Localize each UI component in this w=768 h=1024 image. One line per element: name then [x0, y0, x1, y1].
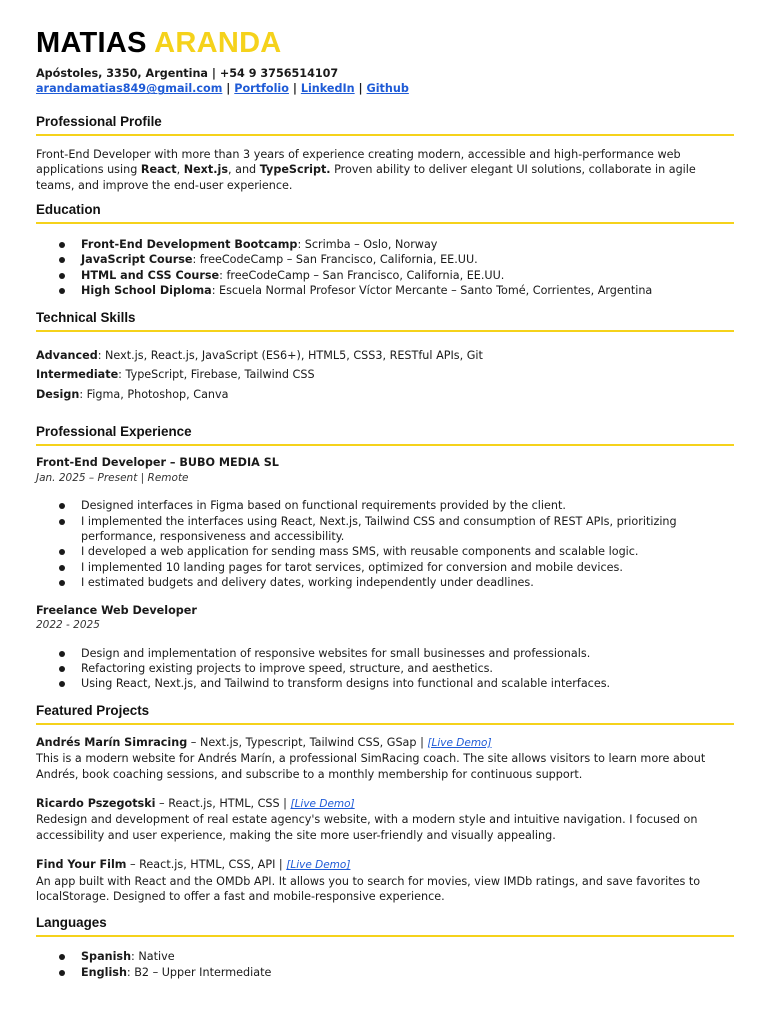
project-name: Ricardo Pszegotski — [36, 796, 156, 810]
list-item: I developed a web application for sending mass SMS, with reusable components and scalable logic. — [36, 544, 734, 559]
linkedin-link[interactable]: LinkedIn — [300, 82, 355, 96]
skill-level: Advanced — [36, 348, 98, 362]
project-stack: – React.js, HTML, CSS | — [155, 796, 291, 810]
location-phone: Apóstoles, 3350, Argentina | +54 9 3756514107 — [36, 67, 339, 80]
project-entry — [36, 857, 734, 904]
education-detail: : Scrimba – Oslo, Norway — [297, 238, 438, 252]
language-name: Spanish — [81, 950, 132, 964]
list-item: Design and implementation of responsive websites for small businesses and professionals. — [36, 646, 734, 661]
job-meta: Jan. 2025 – Present | Remote — [36, 471, 189, 484]
language-level: : B2 – Upper Intermediate — [126, 965, 272, 979]
skill-row — [36, 346, 734, 366]
email-link[interactable]: arandamatias849@gmail.com — [36, 82, 223, 96]
skill-level: Design — [36, 387, 80, 401]
separator: | — [354, 82, 367, 96]
separator: | — [288, 82, 301, 96]
list-item: Using React, Next.js, and Tailwind to transform designs into functional and scalable interfaces. — [36, 676, 734, 691]
skill-row — [36, 365, 734, 385]
job-entry — [36, 455, 734, 590]
job-entry — [36, 603, 734, 692]
job-meta: 2022 - 2025 — [36, 619, 100, 632]
skill-row — [36, 385, 734, 405]
list-item — [36, 283, 734, 298]
project-name: Andrés Marín Simracing — [36, 735, 188, 749]
project-stack: – Next.js, Typescript, Tailwind CSS, GSap | — [187, 735, 428, 749]
list-item — [36, 237, 734, 252]
education-list — [36, 237, 734, 299]
live-demo-link[interactable]: [Live Demo] — [286, 859, 351, 872]
resume-page — [36, 26, 734, 980]
profile-text-part: Proven ability to deliver elegant UI solutions, collaborate in agile teams, and improve the end-user experience. — [36, 163, 696, 192]
list-item — [36, 252, 734, 267]
section-title-education: Education — [36, 201, 734, 224]
language-name: English — [81, 965, 127, 979]
job-title: Front-End Developer – BUBO MEDIA SL — [36, 456, 279, 470]
project-description: Redesign and development of real estate agency's website, with a modern style and intuitive navigation. I focused on accessibility and user experience, making the site more user-friendly and visually appealing. — [36, 813, 698, 842]
section-title-projects: Featured Projects — [36, 702, 734, 725]
skill-level: Intermediate — [36, 368, 119, 382]
section-title-experience: Professional Experience — [36, 423, 734, 446]
contact-links — [36, 81, 734, 96]
languages-list — [36, 949, 734, 980]
education-name: Front-End Development Bootcamp — [81, 238, 298, 252]
last-name: ARANDA — [154, 27, 282, 59]
project-heading — [36, 857, 734, 873]
list-item — [36, 949, 734, 964]
live-demo-link[interactable]: [Live Demo] — [290, 797, 355, 810]
skill-react: React — [140, 163, 177, 177]
section-title-profile: Professional Profile — [36, 113, 734, 136]
education-name: High School Diploma — [81, 284, 212, 298]
section-title-languages: Languages — [36, 914, 734, 937]
education-detail: : freeCodeCamp – San Francisco, California, EE.UU. — [192, 253, 478, 267]
education-detail: : freeCodeCamp – San Francisco, California, EE.UU. — [219, 268, 505, 282]
job-bullets — [36, 646, 734, 692]
portfolio-link[interactable]: Portfolio — [234, 82, 289, 96]
project-entry — [36, 735, 734, 782]
skill-detail: : Next.js, React.js, JavaScript (ES6+), HTML5, CSS3, RESTful APIs, Git — [97, 348, 483, 362]
project-description: An app built with React and the OMDb API. It allows you to search for movies, view IMDb ratings, and save favorites to localStorage. Designed to offer a fast and mobile-responsive experience. — [36, 874, 701, 903]
list-item: I implemented the interfaces using React, Next.js, Tailwind CSS and consumption of REST APIs, prioritizing performance, responsiveness and accessibility. — [36, 514, 734, 545]
project-heading — [36, 796, 734, 812]
list-item: Refactoring existing projects to improve speed, structure, and aesthetics. — [36, 661, 734, 676]
education-name: JavaScript Course — [81, 253, 193, 267]
list-item: Designed interfaces in Figma based on functional requirements provided by the client. — [36, 498, 734, 513]
list-item: I estimated budgets and delivery dates, working independently under deadlines. — [36, 575, 734, 590]
list-item — [36, 268, 734, 283]
job-title: Freelance Web Developer — [36, 603, 197, 617]
skill-typescript: TypeScript. — [259, 163, 331, 177]
profile-text-part: , — [176, 163, 184, 177]
education-name: HTML and CSS Course — [81, 268, 220, 282]
section-title-skills: Technical Skills — [36, 309, 734, 332]
skills-list — [36, 346, 734, 405]
project-entry — [36, 796, 734, 843]
candidate-name — [36, 26, 734, 60]
list-item — [36, 965, 734, 980]
education-detail: : Escuela Normal Profesor Víctor Mercante – Santo Tomé, Corrientes, Argentina — [211, 284, 653, 298]
skill-detail: : Figma, Photoshop, Canva — [79, 387, 229, 401]
list-item: I implemented 10 landing pages for tarot services, optimized for conversion and mobile devices. — [36, 560, 734, 575]
separator: | — [222, 82, 235, 96]
project-name: Find Your Film — [36, 858, 127, 872]
project-heading — [36, 735, 734, 751]
profile-text-part: Front-End Developer with more than 3 years of experience creating modern, accessible and high-performance web applications using — [36, 147, 681, 177]
project-stack: – React.js, HTML, CSS, API | — [126, 858, 287, 872]
skill-detail: : TypeScript, Firebase, Tailwind CSS — [118, 368, 315, 382]
first-name: MATIAS — [36, 27, 147, 59]
project-description: This is a modern website for Andrés Marín, a professional SimRacing coach. The site allows visitors to learn more about Andrés, book coaching sessions, and subscribe to a monthly membership for continuous support. — [36, 752, 706, 781]
language-level: : Native — [131, 950, 175, 964]
job-bullets — [36, 498, 734, 590]
skill-nextjs: Next.js — [183, 163, 228, 177]
github-link[interactable]: Github — [366, 82, 409, 96]
live-demo-link[interactable]: [Live Demo] — [427, 736, 492, 749]
profile-text — [36, 147, 734, 193]
profile-text-part: , and — [228, 163, 260, 177]
